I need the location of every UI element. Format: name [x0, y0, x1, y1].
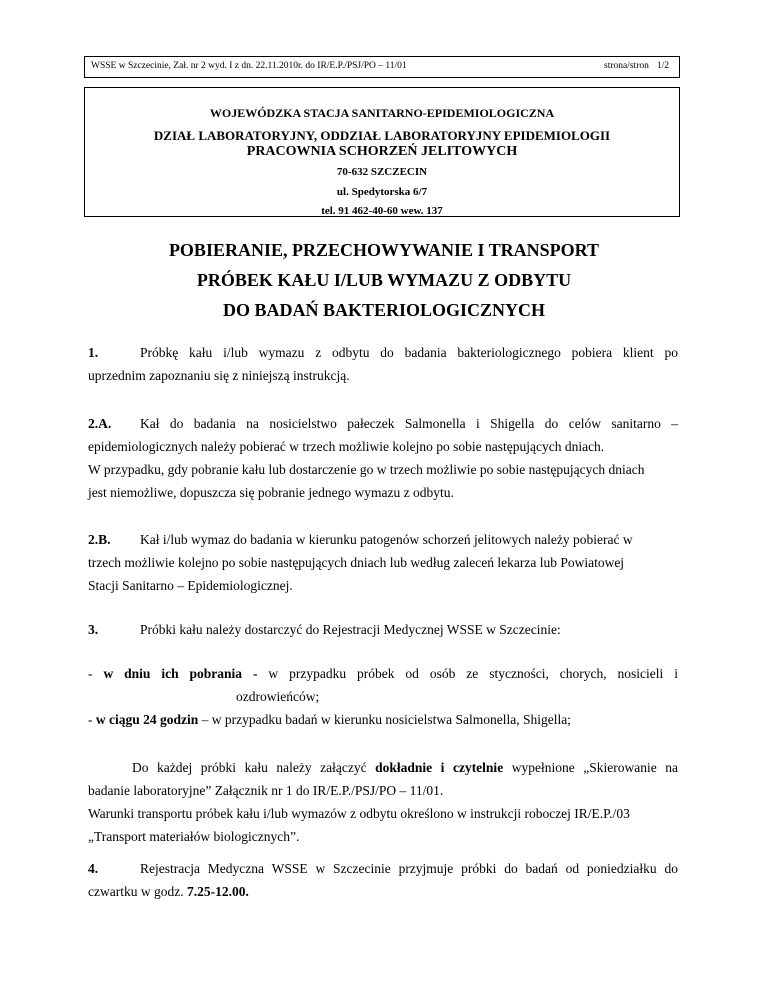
paragraph-text: W przypadku, gdy pobranie kału lub dostarczenie go w trzech możliwie po sobie następujących dniach: [88, 462, 645, 477]
section-number: 4.: [88, 861, 99, 876]
paragraph-text: jest niemożliwe, dopuszcza się pobranie jednego wymazu z odbytu.: [88, 485, 454, 500]
paragraph-text: Próbkę kału i/lub wymazu z odbytu do badania bakteriologicznego pobiera klient po: [140, 345, 678, 360]
section-number: 1.: [88, 345, 99, 360]
section-1: [88, 341, 678, 387]
list-item-continuation: ozdrowieńców;: [236, 689, 320, 704]
emphasis-text: w ciągu 24 godzin: [95, 712, 199, 727]
document-title-line-1: POBIERANIE, PRZECHOWYWANIE I TRANSPORT: [168, 240, 600, 260]
emphasis-text: w dniu ich pobrania -: [103, 666, 258, 681]
page-counter: [596, 61, 669, 71]
page-label: strona/stron: [604, 61, 649, 71]
paragraph-text: Próbki kału należy dostarczyć do Rejestracji Medycznej WSSE w Szczecinie:: [140, 622, 561, 637]
paragraph-text: trzech możliwie kolejno po sobie następujących dniach lub według zaleceń lekarza lub Powiatowej: [88, 555, 625, 570]
paragraph-text: Rejestracja Medyczna WSSE w Szczecinie przyjmuje próbki do badań od poniedziałku do: [140, 861, 678, 876]
opening-hours: 7.25-12.00.: [186, 884, 249, 899]
paragraph-text: Kał do badania na nosicielstwo pałeczek Salmonella i Shigella do celów sanitarno –: [140, 416, 678, 431]
section-number: 3.: [88, 622, 99, 637]
institution-street: ul. Spedytorska 6/7: [336, 186, 428, 198]
section-number: 2.A.: [88, 416, 112, 431]
list-item: - w dniu ich pobrania - w przypadku próbek od osób ze styczności, chorych, nosicieli i: [88, 666, 678, 681]
paragraph-text: Warunki transportu próbek kału i/lub wymazów z odbytu określono w instrukcji roboczej IR/E.P./03: [88, 806, 630, 821]
list-item: - w ciągu 24 godzin – w przypadku badań w kierunku nosicielstwa Salmonella, Shigella;: [88, 712, 571, 727]
document-title-line-2: PRÓBEK KAŁU I/LUB WYMAZU Z ODBYTU: [196, 270, 572, 290]
document-header: [84, 56, 680, 78]
institution-department: DZIAŁ LABORATORYJNY, ODDZIAŁ LABORATORYJNY EPIDEMIOLOGII: [153, 128, 611, 143]
document-reference: WSSE w Szczecinie, Zał. nr 2 wyd. I z dn. 22.11.2010r. do IR/E.P./PSJ/PO – 11/01: [91, 61, 407, 71]
institution-box: [84, 87, 680, 217]
paragraph-text: Kał i/lub wymaz do badania w kierunku patogenów schorzeń jelitowych należy pobierać w: [140, 532, 633, 547]
paragraph-text: „Transport materiałów biologicznych”.: [88, 829, 300, 844]
page-value: 1/2: [656, 61, 669, 71]
institution-name: WOJEWÓDZKA STACJA SANITARNO-EPIDEMIOLOGICZNA: [209, 106, 555, 120]
paragraph-text: Stacji Sanitarno – Epidemiologicznej.: [88, 578, 293, 593]
institution-lab: PRACOWNIA SCHORZEŃ JELITOWYCH: [246, 144, 518, 159]
institution-phone: tel. 91 462-40-60 wew. 137: [321, 205, 443, 217]
emphasis-text: dokładnie i czytelnie: [375, 760, 504, 775]
referral-paragraph: Do każdej próbki kału należy załączyć dokładnie i czytelnie wypełnione „Skierowanie na badanie laboratoryjne” Załącznik nr 1 do IR/E.P./PSJ/PO – 11/01. Warunki transportu próbek kału i/lub wymazów z odbytu określono w instrukcji roboczej IR/E.P./03 „Transport materiałów biologicznych”.: [88, 756, 678, 848]
document-title-line-3: DO BADAŃ BAKTERIOLOGICZNYCH: [222, 300, 546, 320]
section-number: 2.B.: [88, 532, 111, 547]
section-2a: [88, 412, 678, 504]
paragraph-text: uprzednim zapoznaniu się z niniejszą instrukcją.: [88, 368, 350, 383]
section-3: [88, 618, 678, 641]
section-2b: [88, 528, 678, 597]
paragraph-text: badanie laboratoryjne” Załącznik nr 1 do IR/E.P./PSJ/PO – 11/01.: [88, 783, 444, 798]
delivery-rules-list: [88, 662, 678, 731]
section-4: 4. Rejestracja Medyczna WSSE w Szczecinie przyjmuje próbki do badań od poniedziałku do czwartku w godz. 7.25-12.00.: [88, 857, 678, 903]
paragraph-text: epidemiologicznych należy pobierać w trzech możliwie kolejno po sobie następujących dniach.: [88, 439, 605, 454]
institution-postal: 70-632 SZCZECIN: [336, 166, 428, 178]
